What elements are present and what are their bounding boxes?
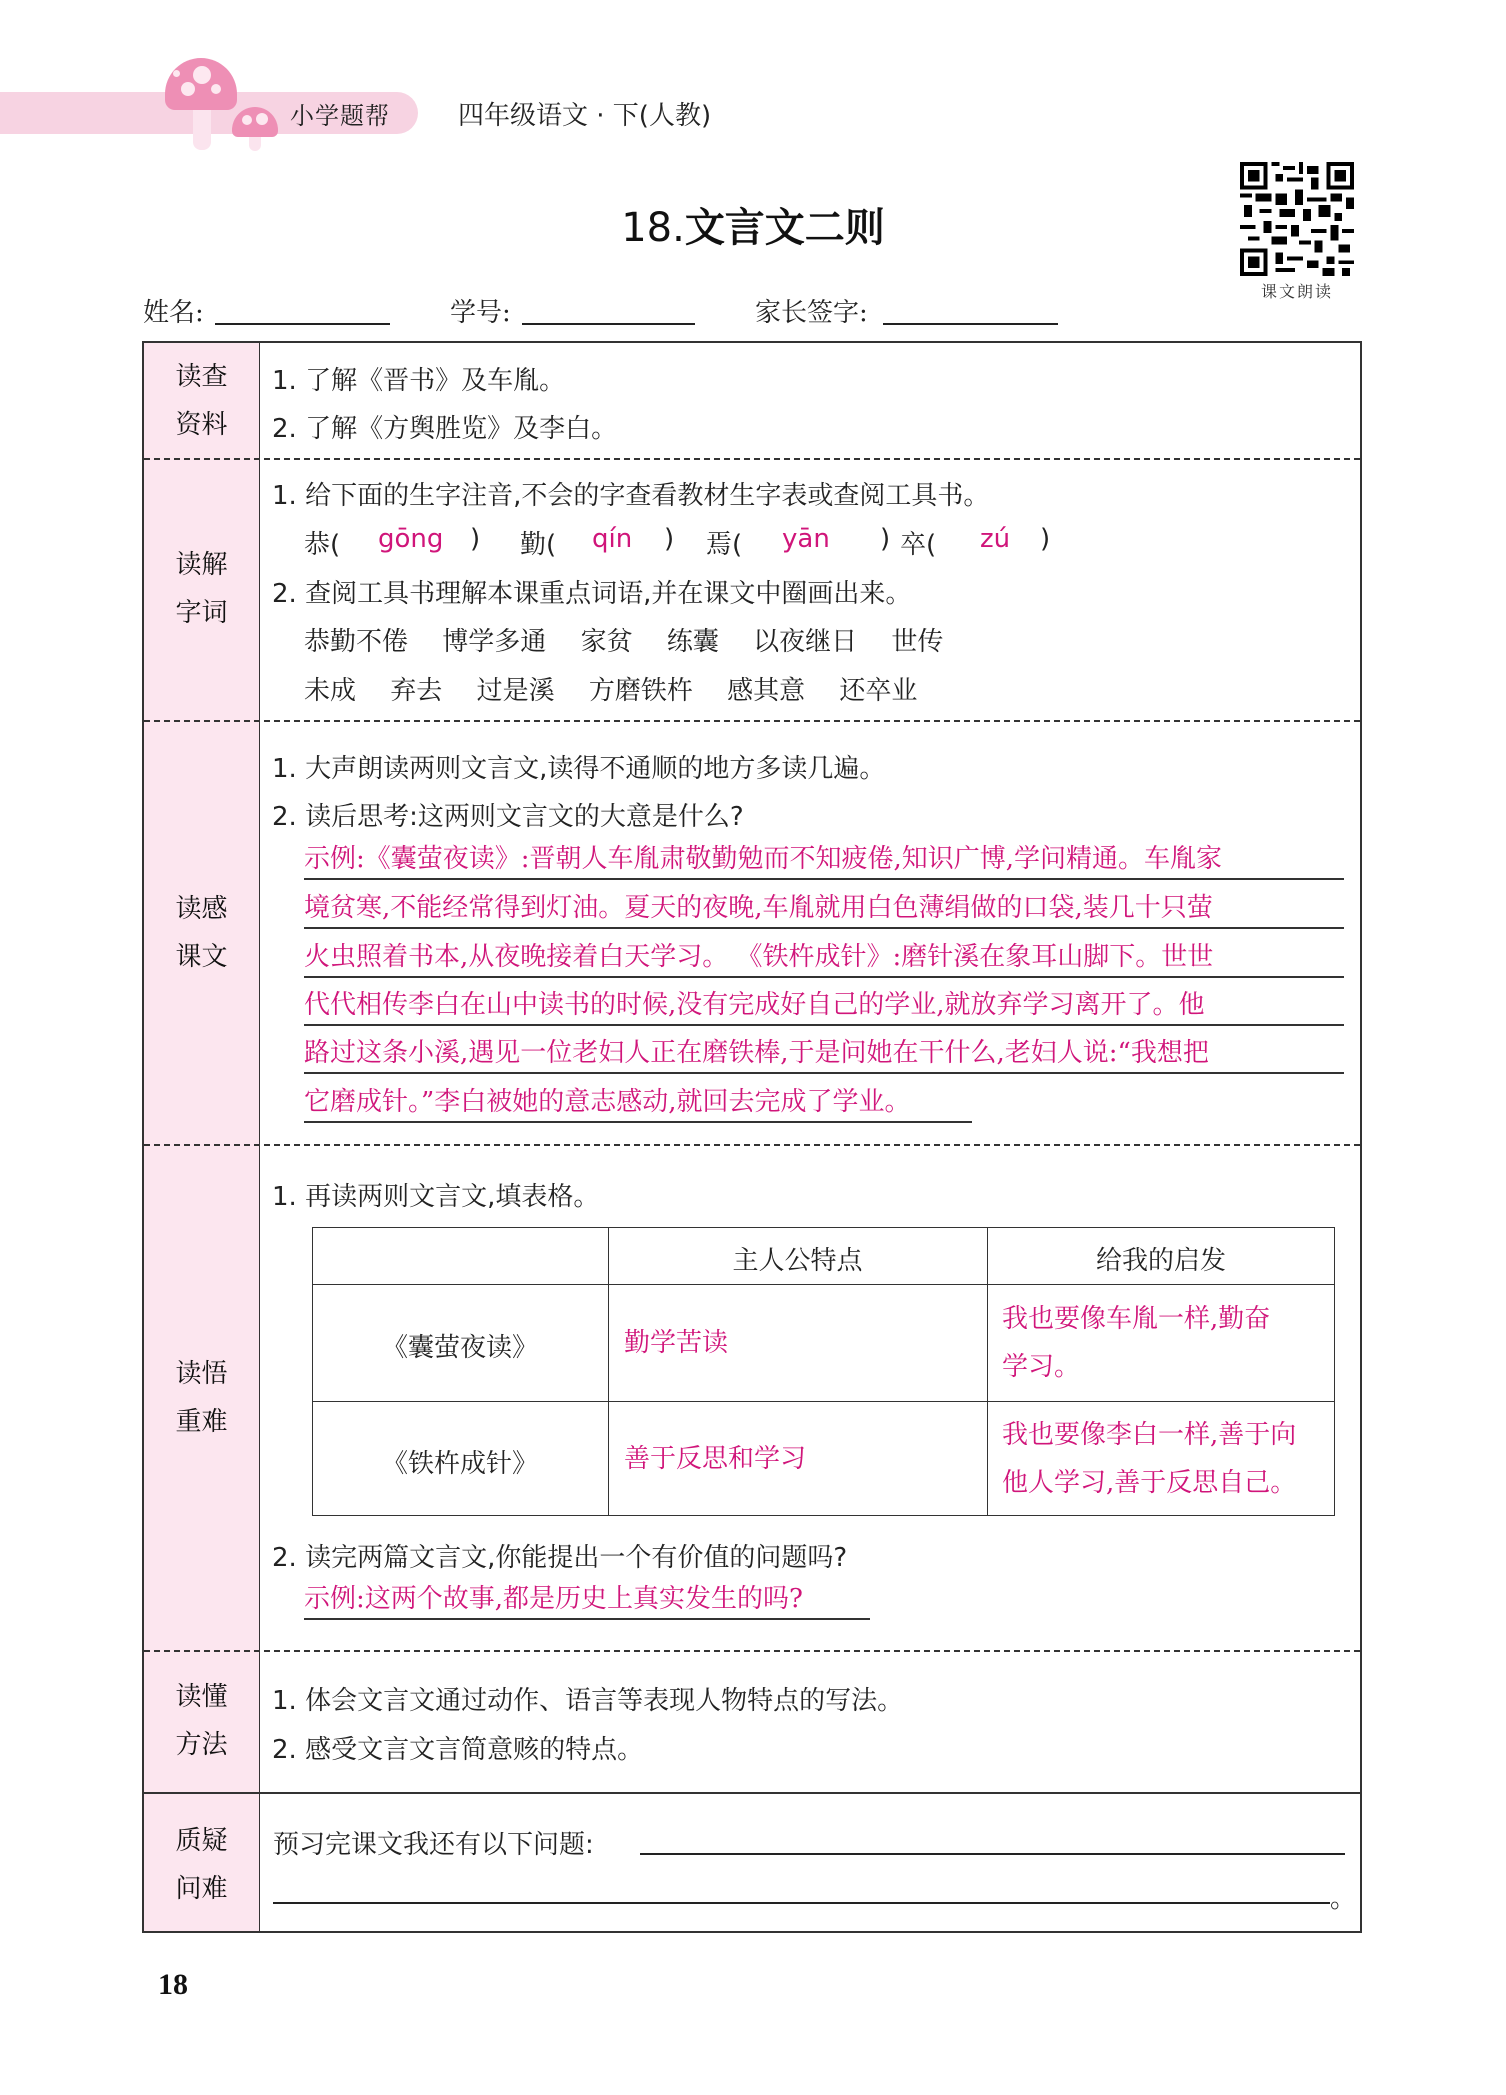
mushroom-icon: [193, 105, 211, 150]
section-divider: [144, 720, 1360, 722]
answer-line: 示例:这两个故事,都是历史上真实发生的吗?: [304, 1580, 870, 1620]
reading-question-2: 2. 读后思考:这两则文言文的大意是什么?: [272, 802, 744, 832]
lesson-number: 18.: [621, 205, 685, 251]
label-line: 方法: [175, 1730, 228, 1760]
label-line: 读查: [175, 362, 228, 392]
table-inspiration-1: [1002, 1295, 1270, 1391]
label-line: 字词: [175, 598, 228, 628]
qr-label: 课文朗读: [1260, 282, 1333, 301]
questions-prompt: 预习完课文我还有以下问题:: [273, 1830, 594, 1860]
name-label: 姓名:: [143, 298, 204, 328]
word-list-row-1: [304, 621, 943, 658]
name-field[interactable]: [215, 323, 390, 325]
answer-line: 代代相传李白在山中读书的时候,没有完成好自己的学业,就放弃学习离开了。他: [304, 986, 1344, 1026]
questions-answer-field-2[interactable]: [273, 1902, 1330, 1904]
mushroom-icon: [165, 58, 237, 110]
section-divider: [144, 1792, 1360, 1794]
answer-line: 火虫照着书本,从夜晚接着白天学习。 《铁杵成针》:磨针溪在象耳山脚下。世世: [304, 938, 1344, 978]
section-label-key-points: [144, 1350, 259, 1446]
inspiration-line: 我也要像李白一样,善于向: [1002, 1420, 1297, 1450]
questions-answer-field[interactable]: [640, 1853, 1345, 1855]
word: 博学多通: [442, 627, 547, 657]
pinyin-item: 卒(: [900, 530, 937, 560]
answer-line: 路过这条小溪,遇见一位老妇人正在磨铁棒,于是问她在干什么,老妇人说:“我想把: [304, 1034, 1344, 1074]
table-story-1: 《囊萤夜读》: [381, 1333, 538, 1363]
word: 世传: [891, 627, 944, 657]
table-inspiration-2: [1002, 1411, 1296, 1507]
table-trait-2: 善于反思和学习: [624, 1444, 807, 1474]
section-divider: [144, 1144, 1360, 1146]
char: 勤: [520, 530, 547, 560]
inspiration-line: 学习。: [1002, 1352, 1081, 1382]
parent-signature-field[interactable]: [883, 323, 1058, 325]
word: 未成: [304, 676, 357, 706]
word: 弃去: [390, 676, 443, 706]
word: 还卒业: [839, 676, 918, 706]
table-trait-1: 勤学苦读: [624, 1328, 729, 1358]
method-item: 1. 体会文言文通过动作、语言等表现人物特点的写法。: [272, 1686, 904, 1716]
label-line: 读悟: [175, 1359, 228, 1389]
label-line: 读解: [175, 550, 228, 580]
char: 卒: [900, 530, 927, 560]
section-label-method: [144, 1673, 259, 1769]
parent-signature-label: 家长签字:: [755, 298, 868, 328]
table-header-trait: 主人公特点: [732, 1246, 863, 1276]
research-item: 1. 了解《晋书》及车胤。: [272, 366, 566, 396]
page-number: 18: [158, 1968, 188, 2001]
word: 方磨铁杵: [588, 676, 693, 706]
vocab-question-2: 2. 查阅工具书理解本课重点词语,并在课文中圈画出来。: [272, 579, 912, 609]
vocab-question-1: 1. 给下面的生字注音,不会的字查看教材生字表或查阅工具书。: [272, 481, 990, 511]
label-line: 读懂: [175, 1682, 228, 1712]
pinyin-item: 勤(: [520, 530, 557, 560]
table-story-2: 《铁杵成针》: [381, 1449, 538, 1479]
section-label-questions: [144, 1817, 259, 1913]
student-id-field[interactable]: [522, 323, 695, 325]
book-title: 四年级语文 · 下(人教): [458, 101, 712, 131]
word: 练囊: [666, 627, 719, 657]
pinyin-answer: zú: [980, 524, 1011, 554]
word: 过是溪: [476, 676, 555, 706]
table-header-inspiration: 给我的启发: [1095, 1246, 1226, 1276]
char: 焉: [706, 530, 733, 560]
label-line: 质疑: [175, 1826, 228, 1856]
section-label-vocabulary: [144, 541, 259, 637]
student-id-label: 学号:: [450, 298, 511, 328]
label-line: 重难: [175, 1407, 228, 1437]
word: 恭勤不倦: [304, 627, 409, 657]
char: 恭: [304, 530, 331, 560]
answer-line: 境贫寒,不能经常得到灯油。夏天的夜晚,车胤就用白色薄绢做的口袋,装几十只萤: [304, 889, 1344, 929]
paren-close: ): [880, 524, 891, 554]
method-item: 2. 感受文言文言简意赅的特点。: [272, 1735, 644, 1765]
label-line: 课文: [175, 942, 228, 972]
section-divider: [144, 1650, 1360, 1652]
word: 家贫: [580, 627, 633, 657]
answer-line: 示例:《囊萤夜读》:晋朝人车胤肃敬勤勉而不知疲倦,知识广博,学问精通。车胤家: [304, 840, 1344, 880]
paren-close: ): [664, 524, 675, 554]
key-question-2: 2. 读完两篇文言文,你能提出一个有价值的问题吗?: [272, 1543, 848, 1573]
table-row-divider: [312, 1401, 1335, 1402]
word: 以夜继日: [753, 627, 858, 657]
lesson-title-text: 文言文二则: [684, 205, 885, 251]
end-mark: 。: [1330, 1884, 1357, 1914]
pinyin-answer: gōng: [378, 524, 444, 554]
reading-question-1: 1. 大声朗读两则文言文,读得不通顺的地方多读几遍。: [272, 754, 886, 784]
label-line: 读感: [175, 894, 228, 924]
section-label-reading: [144, 885, 259, 981]
inspiration-line: 我也要像车胤一样,勤奋: [1002, 1304, 1271, 1334]
key-question-1: 1. 再读两则文言文,填表格。: [272, 1182, 600, 1212]
label-line: 资料: [175, 410, 228, 440]
table-row-divider: [312, 1284, 1335, 1285]
label-line: 问难: [175, 1874, 228, 1904]
word-list-row-2: [304, 670, 917, 707]
pinyin-answer: yān: [782, 524, 830, 554]
research-item: 2. 了解《方舆胜览》及李白。: [272, 414, 618, 444]
section-divider: [144, 458, 1360, 460]
paren-close: ): [470, 524, 481, 554]
pinyin-item: 恭(: [304, 530, 341, 560]
pinyin-answer: qín: [592, 524, 633, 554]
paren-close: ): [1040, 524, 1051, 554]
section-label-research: [144, 353, 259, 449]
brand-name: 小学题帮: [290, 102, 390, 130]
word: 感其意: [727, 676, 806, 706]
pinyin-item: 焉(: [706, 530, 743, 560]
inspiration-line: 他人学习,善于反思自己。: [1002, 1468, 1297, 1498]
qr-code-icon[interactable]: [1240, 162, 1354, 276]
answer-line: 它磨成针。”李白被她的意志感动,就回去完成了学业。: [304, 1083, 972, 1123]
